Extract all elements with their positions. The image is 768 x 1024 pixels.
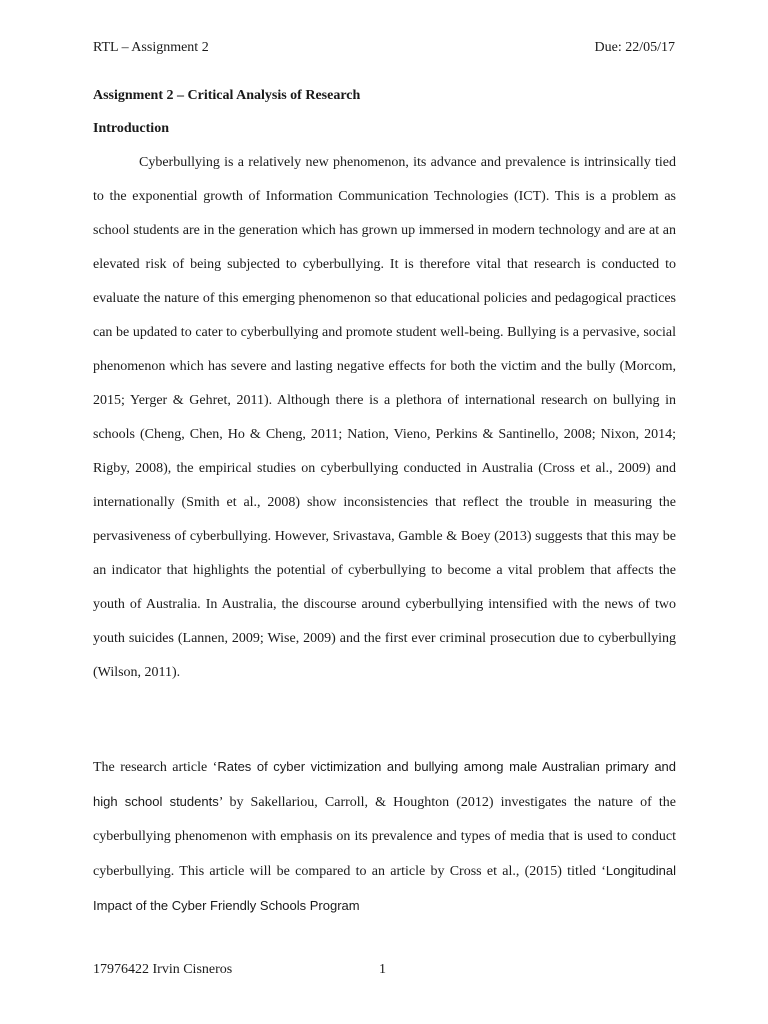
article-title-sakellariou: Rates of cyber victimization and bullying among male Australian primary and high school students [93, 759, 677, 809]
paragraph2-text-b: ’ by Sakellariou, Carroll, & Houghton (2012) investigates the nature of the cyberbullying phenomenon with emphasis on its prevalence and types of media that is used to conduct cyberbullying. This article will be compared to an article by Cross et al., (2015) titled ‘ [93, 795, 676, 879]
header-course-label: RTL – Assignment 2 [93, 40, 209, 55]
paragraph2-text-a: The research article ‘ [93, 760, 218, 775]
page-header [93, 40, 675, 60]
page-number: 1 [379, 962, 386, 977]
footer-author: 17976422 Irvin Cisneros [93, 962, 233, 977]
header-due-date: Due: 22/05/17 [594, 40, 675, 55]
document-title: Assignment 2 – Critical Analysis of Research [93, 88, 361, 103]
article-title-cross: Longitudinal Impact of the Cyber Friendly Schools Program [93, 863, 676, 913]
section-heading-introduction: Introduction [93, 121, 169, 136]
paragraph-introduction: Cyberbullying is a relatively new phenomenon, its advance and prevalence is intrinsically tied to the exponential growth of Information Communication Technologies (ICT). This is a problem as school students are in the generation which has grown up immersed in modern technology and are at an elevated risk of being subjected to cyberbullying. It is therefore vital that research is conducted to evaluate the nature of this emerging phenomenon so that educational policies and pedagogical practices can be updated to cater to cyberbullying and promote student well-being. Bullying is a pervasive, social phenomenon which has severe and lasting negative effects for both the victim and the bully (Morcom, 2015; Yerger & Gehret, 2011). Although there is a plethora of international research on bullying in schools (Cheng, Chen, Ho & Cheng, 2011; Nation, Vieno, Perkins & Santinello, 2008; Nixon, 2014; Rigby, 2008), the empirical studies on cyberbullying conducted in Australia (Cross et al., 2009) and internationally (Smith et al., 2008) show inconsistencies that reflect the trouble in measuring the pervasiveness of cyberbullying. However, Srivastava, Gamble & Boey (2013) suggests that this may be an indicator that highlights the potential of cyberbullying to become a vital problem that affects the youth of Australia. In Australia, the discourse around cyberbullying intensified with the news of two youth suicides (Lannen, 2009; Wise, 2009) and the first ever criminal prosecution due to cyberbullying (Wilson, 2011). [93, 155, 676, 680]
paragraph-research-article [93, 750, 676, 924]
